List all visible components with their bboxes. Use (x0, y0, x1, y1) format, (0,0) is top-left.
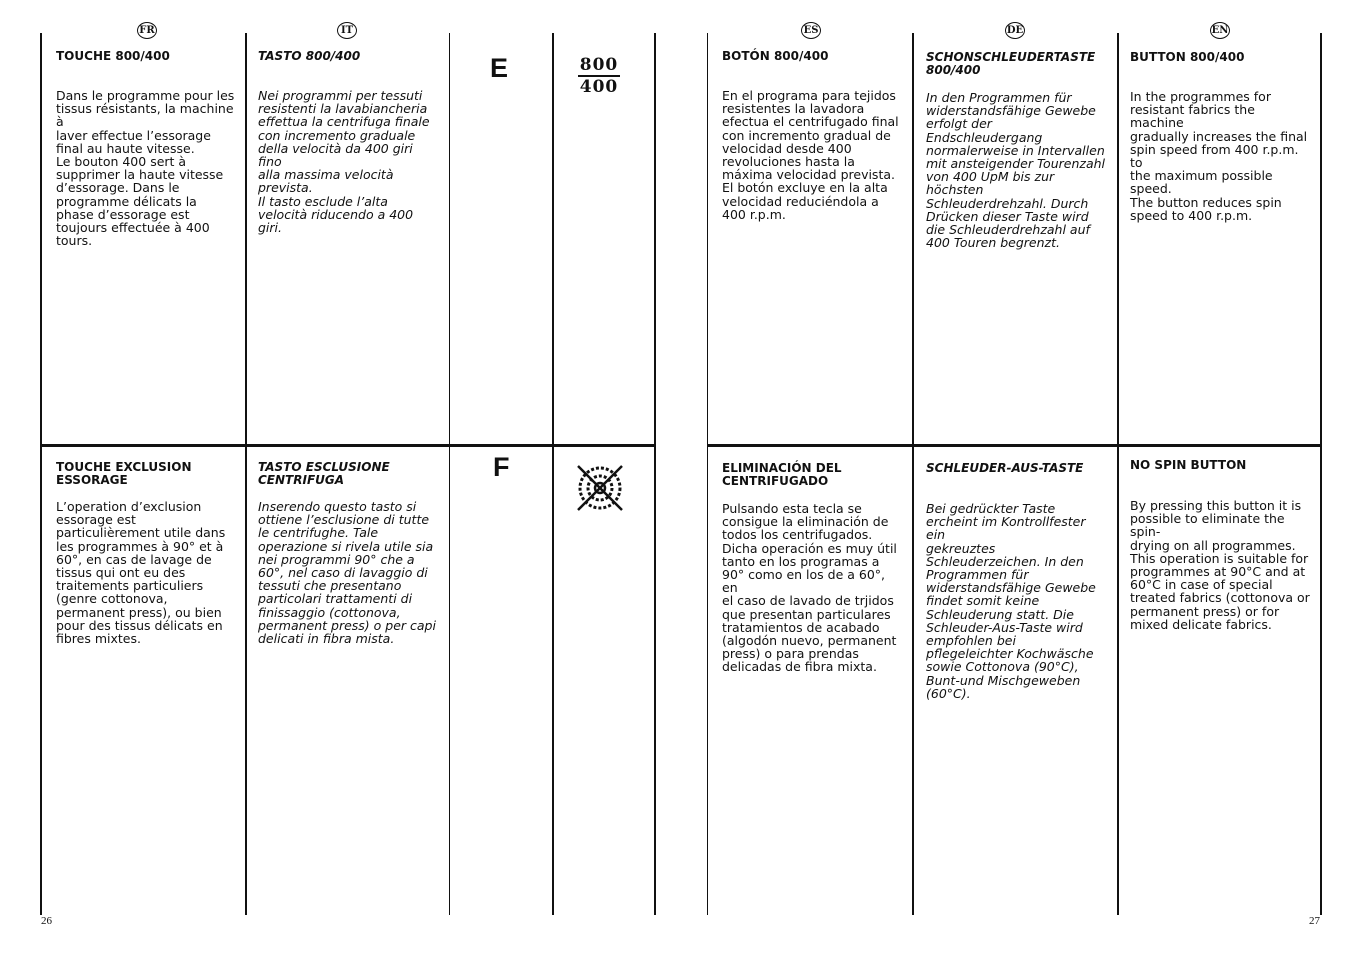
column-divider (1117, 33, 1119, 915)
section-de-800-400 (926, 51, 1106, 249)
row-divider (707, 444, 1322, 447)
section-body: Nei programmi per tessuti resistenti la lavabiancheria effettua la centrifuga finale con incremento graduale della velocità da 400 giri fino alla massima velocità prevista. Il tasto esclude l’alta velocità riducendo a 400 giri. (258, 88, 430, 236)
section-body: Bei gedrückter Taste ercheint im Kontrollfester ein gekreuztes Schleuderzeichen. In den Programmen für widerstandsfähige Gewebe findet somit keine Schleuderung statt. Die Schleuder-Aus-Taste wird empfohlen bei pflegeleichter Kochwäsche sowie Cottonova (90°C), Bunt-und Mischgeweben (60°C). (926, 501, 1096, 701)
section-body: L’operation d’exclusion essorage est particulièrement utile dans les programmes à 90° et à 60°, en cas de lavage de tissus qui ont eu des traitements particuliers (genre cottonova, permanent press), ou bien pour des tissus délicats en fibres mixtes. (56, 499, 226, 647)
no-spin-icon (574, 461, 626, 515)
section-title: TASTO ESCLUSIONE CENTRIFUGA (258, 460, 390, 487)
column-divider (654, 33, 656, 915)
section-letter-f: F (493, 452, 510, 482)
section-title: NO SPIN BUTTON (1130, 458, 1247, 472)
language-badge-it: IT (337, 22, 357, 39)
language-badge-fr: FR (137, 22, 157, 39)
column-divider (912, 33, 914, 915)
column-divider (40, 33, 42, 915)
column-divider (245, 33, 247, 915)
section-title: ELIMINACIÓN DEL CENTRIFUGADO (722, 461, 842, 488)
section-it-no-spin (258, 461, 438, 645)
section-title: BUTTON 800/400 (1130, 50, 1245, 64)
speed-800-400-icon (578, 56, 620, 96)
row-divider (40, 444, 656, 447)
section-title: TASTO 800/400 (258, 49, 361, 63)
section-fr-800-400 (56, 50, 236, 247)
section-title: BOTÓN 800/400 (722, 49, 829, 63)
column-divider (1320, 33, 1322, 915)
section-body: Inserendo questo tasto si ottiene l’esclusione di tutte le centrifughe. Tale operazione si rivela utile sia nei programmi 90° che a 60°, nel caso di lavaggio di tessuti che presentano particolari trattamenti di finissaggio (cottonova, permanent press) o per capi delicati in fibra mista. (258, 499, 436, 647)
section-letter-e: E (490, 53, 509, 83)
section-body: Dans le programme pour les tissus résistants, la machine à laver effectue l’essorage final au haute vitesse. Le bouton 400 sert à supprimer la haute vitesse d’essorage. Dans le programme délicats la phase d’essorage est toujours effectuée à 400 tours. (56, 88, 235, 249)
section-title: TOUCHE 800/400 (56, 49, 170, 63)
icon-label-400: 400 (579, 77, 619, 97)
section-body: In the programmes for resistant fabrics the machine gradually increases the final spin speed from 400 r.p.m. to the maximum possible speed. The button reduces spin speed to 400 r.p.m. (1130, 89, 1308, 223)
section-title: SCHLEUDER-AUS-TASTE (926, 461, 1084, 475)
page-number-left: 26 (41, 915, 52, 927)
section-fr-no-spin (56, 461, 236, 645)
icon-label-800: 800 (579, 55, 619, 75)
section-en-no-spin (1130, 459, 1310, 631)
section-title: SCHONSCHLEUDERTASTE 800/400 (926, 50, 1096, 77)
column-divider (707, 33, 708, 915)
section-de-no-spin (926, 462, 1106, 700)
section-es-no-spin (722, 462, 902, 674)
section-title: TOUCHE EXCLUSION ESSORAGE (56, 460, 192, 487)
section-body: Pulsando esta tecla se consigue la eliminación de todos los centrifugados. Dicha operación es muy útil tanto en los programas a 90° como en los de a 60°, en el caso de lavado de trjidos que presentan particulares tratamientos de acabado (algodón nuevo, permanent press) o para prendas delicadas de fibra mixta. (722, 501, 897, 675)
page-number-right: 27 (1309, 915, 1320, 927)
section-es-800-400 (722, 50, 902, 221)
language-badge-es: ES (801, 22, 821, 39)
section-it-800-400 (258, 50, 438, 234)
section-body: En el programa para tejidos resistentes la lavadora efectua el centrifugado final con incremento gradual de velocidad desde 400 revoluciones hasta la máxima velocidad prevista. El botón excluye en la alta velocidad reduciéndola a 400 r.p.m. (722, 88, 899, 222)
section-body: In den Programmen für widerstandsfähige Gewebe erfolgt der Endschleudergang normalerweise in Intervallen mit ansteigender Tourenzahl von 400 UpM bis zur höchsten Schleuderdrehzahl. Durch Drücken dieser Taste wird die Schleuderdrehzahl auf 400 Touren begrenzt. (926, 90, 1105, 251)
language-badge-de: DE (1005, 22, 1025, 39)
section-body: By pressing this button it is possible to eliminate the spin- drying on all programmes. This operation is suitable for programmes at 90°C and at 60°C in case of special treated fabrics (cottonova or permanent press) or for mixed delicate fabrics. (1130, 498, 1310, 632)
column-divider (449, 33, 450, 915)
column-divider (552, 33, 554, 915)
language-badge-en: EN (1210, 22, 1230, 39)
section-en-800-400 (1130, 51, 1310, 222)
